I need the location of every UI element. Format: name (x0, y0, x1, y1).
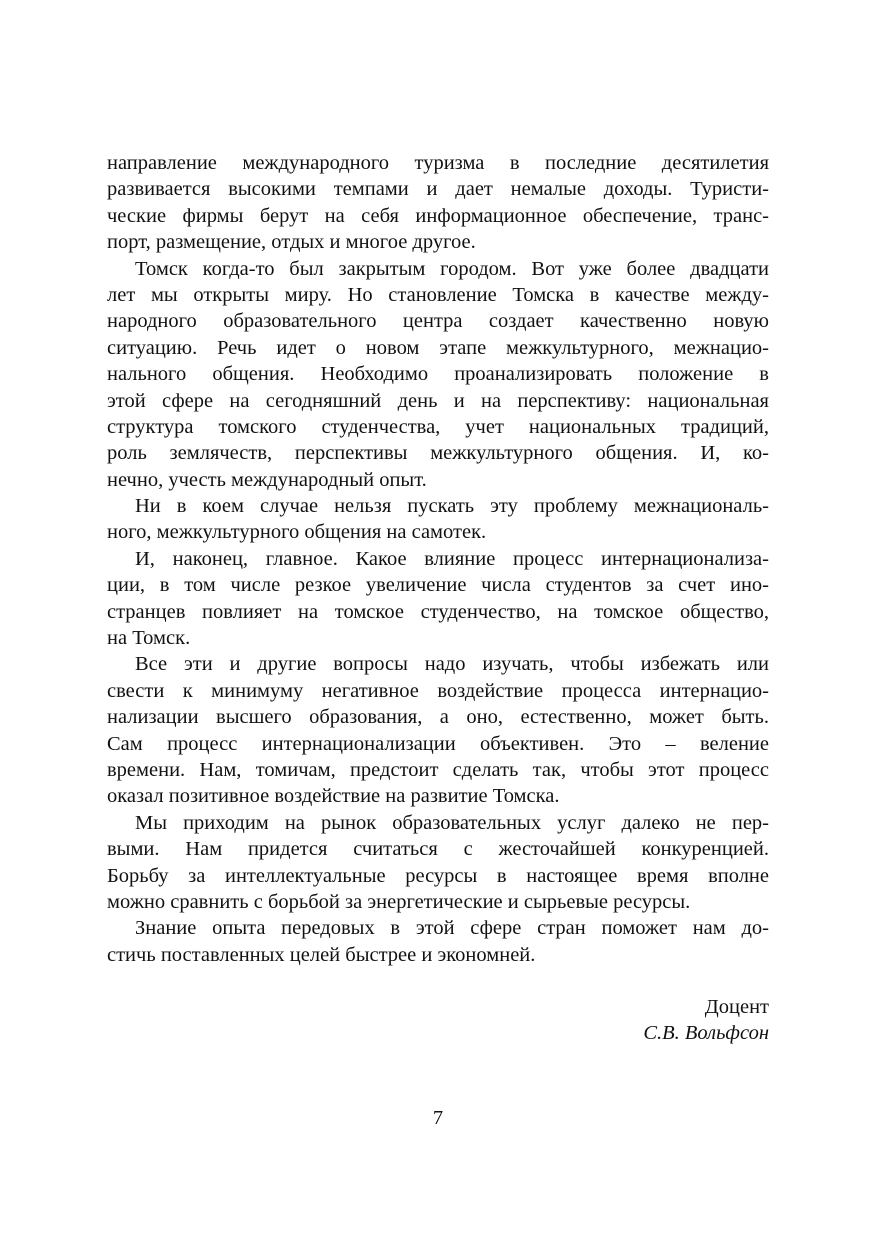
text-line: роль землячеств, перспективы межкультурного общения. И, ко- (107, 442, 769, 465)
paragraph (107, 651, 769, 809)
text-line: ческие фирмы берут на себя информационное обеспечение, транс- (107, 204, 769, 227)
text-line: развивается высокими темпами и дает немалые доходы. Туристи- (107, 178, 769, 201)
paragraph (107, 493, 769, 546)
paragraph (107, 546, 769, 652)
text-line: структура томского студенчества, учет национальных традиций, (107, 415, 769, 438)
text-line: оказал позитивное воздействие на развитие Томска. (107, 785, 560, 808)
text-line: странцев повлияет на томское студенчество, на томское общество, (107, 600, 769, 623)
paragraph (107, 915, 769, 968)
text-line: свести к минимуму негативное воздействие процесса интернацио- (107, 679, 769, 702)
page-number: 7 (432, 1107, 444, 1129)
signature-name: С.В. Вольфсон (643, 1022, 769, 1045)
text-line: Мы приходим на рынок образовательных услуг далеко не пер- (135, 811, 769, 834)
paragraph (107, 256, 769, 494)
paragraph (107, 150, 769, 256)
text-line: направление международного туризма в последние десятилетия (107, 152, 769, 174)
text-line: стичь поставленных целей быстрее и экономней. (107, 943, 536, 966)
text-line: выми. Нам придется считаться с жесточайшей конкуренцией. (107, 838, 769, 861)
text-line: Сам процесс интернационализации объективен. Это – веление (107, 732, 769, 755)
text-line: порт, размещение, отдых и многое другое. (107, 231, 476, 254)
text-line: нализации высшего образования, а оно, естественно, может быть. (107, 706, 769, 729)
signature-block (469, 994, 769, 1047)
text-line: Ни в коем случае нельзя пускать эту проблему межнациональ- (135, 495, 769, 518)
text-line: времени. Нам, томичам, предстоит сделать так, чтобы этот процесс (107, 758, 769, 781)
text-line: нального общения. Необходимо проанализировать положение в (107, 363, 769, 386)
text-line: этой сфере на сегодняшний день и на перспективу: национальная (107, 389, 769, 412)
text-line: Все эти и другие вопросы надо изучать, чтобы избежать или (135, 653, 769, 676)
text-line: можно сравнить с борьбой за энергетические и сырьевые ресурсы. (107, 890, 691, 913)
text-line: ситуацию. Речь идет о новом этапе межкультурного, межнацио- (107, 336, 769, 359)
text-line: нечно, учесть международный опыт. (107, 468, 427, 491)
text-line: Знание опыта передовых в этой сфере стран поможет нам до- (135, 917, 769, 940)
text-line: ции, в том числе резкое увеличение числа студентов за счет ино- (107, 574, 769, 597)
text-line: Борьбу за интеллектуальные ресурсы в настоящее время вполне (107, 864, 769, 887)
text-line: И, наконец, главное. Какое влияние процесс интернационализа- (135, 547, 769, 570)
text-line: лет мы открыты миру. Но становление Томска в качестве между- (107, 283, 769, 306)
text-line: ного, межкультурного общения на самотек. (107, 521, 487, 544)
signature-title: Доцент (704, 996, 769, 1018)
text-line: на Томск. (107, 627, 191, 650)
paragraph (107, 810, 769, 916)
body-text (107, 150, 769, 968)
text-line: Томск когда-то был закрытым городом. Вот уже более двадцати (135, 257, 769, 280)
text-line: народного образовательного центра создает качественно новую (107, 310, 769, 333)
